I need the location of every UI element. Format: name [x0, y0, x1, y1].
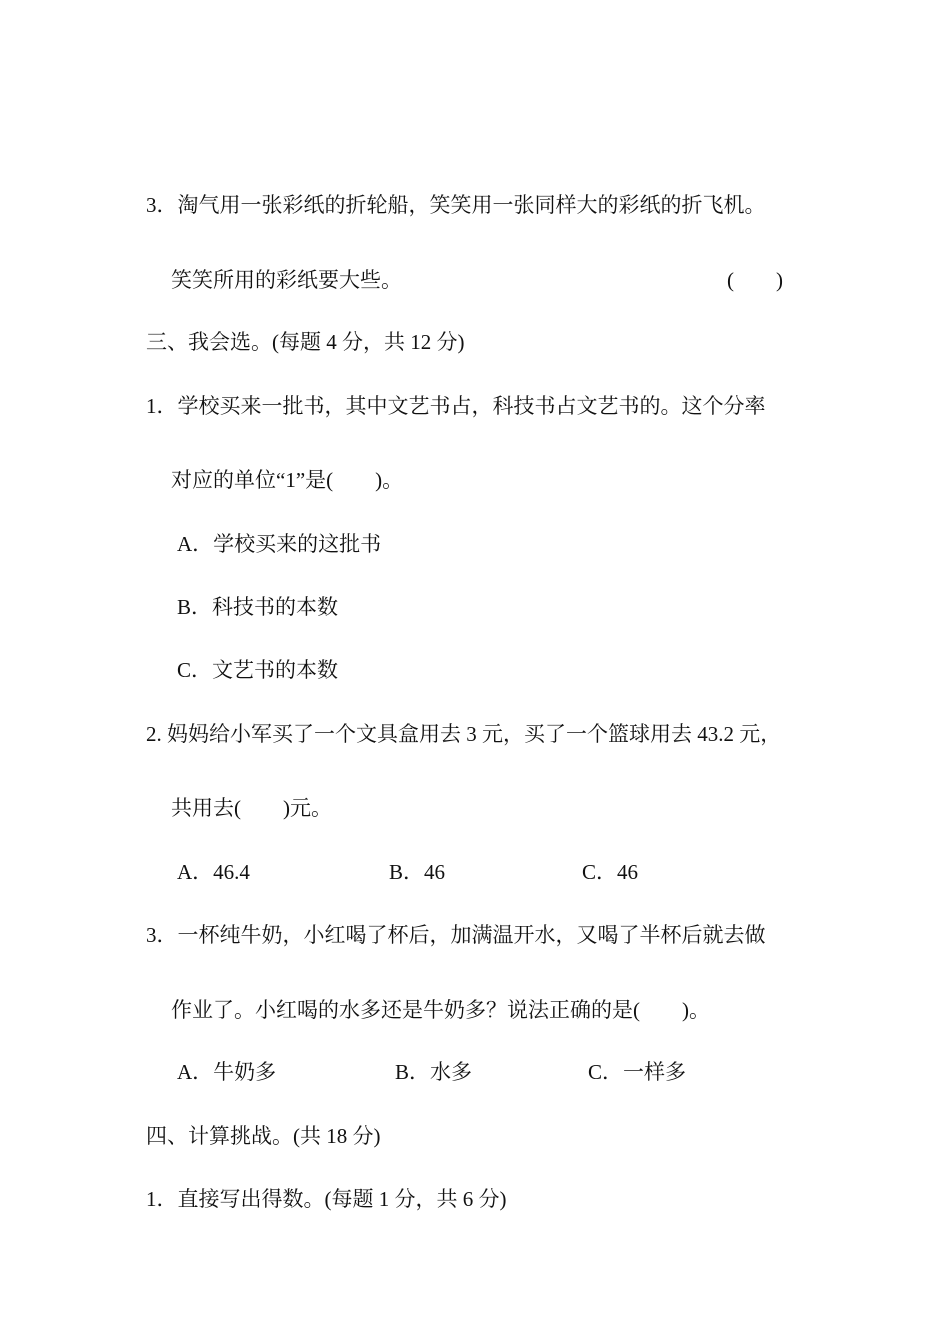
choice-question-3-line2: 作业了。小红喝的水多还是牛奶多？说法正确的是( )。	[171, 998, 710, 1022]
choice-question-2-line1: 2. 妈妈给小军买了一个文具盒用去 3 元，买了一个篮球用去 43.2 元，	[146, 722, 782, 746]
choice-question-3-option-b[interactable]: B．水多	[395, 1060, 473, 1084]
choice-question-2-line2: 共用去( )元。	[171, 796, 332, 820]
choice-question-3-option-c[interactable]: C．一样多	[588, 1060, 687, 1084]
choice-question-2-option-c[interactable]: C．46	[582, 860, 639, 884]
choice-question-2-option-b[interactable]: B．46	[389, 860, 446, 884]
section-heading-choice: 三、我会选。(每题 4 分，共 12 分)	[146, 330, 465, 354]
choice-question-3-option-a[interactable]: A．牛奶多	[177, 1060, 277, 1084]
judge-question-3-line1: 3．淘气用一张彩纸的折轮船，笑笑用一张同样大的彩纸的折飞机。	[146, 193, 766, 217]
choice-question-1-option-b[interactable]: B．科技书的本数	[177, 595, 339, 619]
judge-question-3-line2: 笑笑所用的彩纸要大些。	[171, 268, 402, 292]
calculation-question-1: 1．直接写出得数。(每题 1 分，共 6 分)	[146, 1187, 507, 1211]
answer-blank[interactable]: ( )	[727, 268, 783, 292]
choice-question-1-line2: 对应的单位“1”是( )。	[171, 468, 404, 492]
choice-question-1-line1: 1．学校买来一批书，其中文艺书占，科技书占文艺书的。这个分率	[146, 394, 766, 418]
choice-question-3-line1: 3．一杯纯牛奶，小红喝了杯后，加满温开水，又喝了半杯后就去做	[146, 923, 766, 947]
choice-question-2-option-a[interactable]: A．46.4	[177, 860, 250, 884]
choice-question-1-option-c[interactable]: C．文艺书的本数	[177, 658, 339, 682]
section-heading-calculation: 四、计算挑战。(共 18 分)	[146, 1124, 381, 1148]
choice-question-1-option-a[interactable]: A．学校买来的这批书	[177, 532, 382, 556]
